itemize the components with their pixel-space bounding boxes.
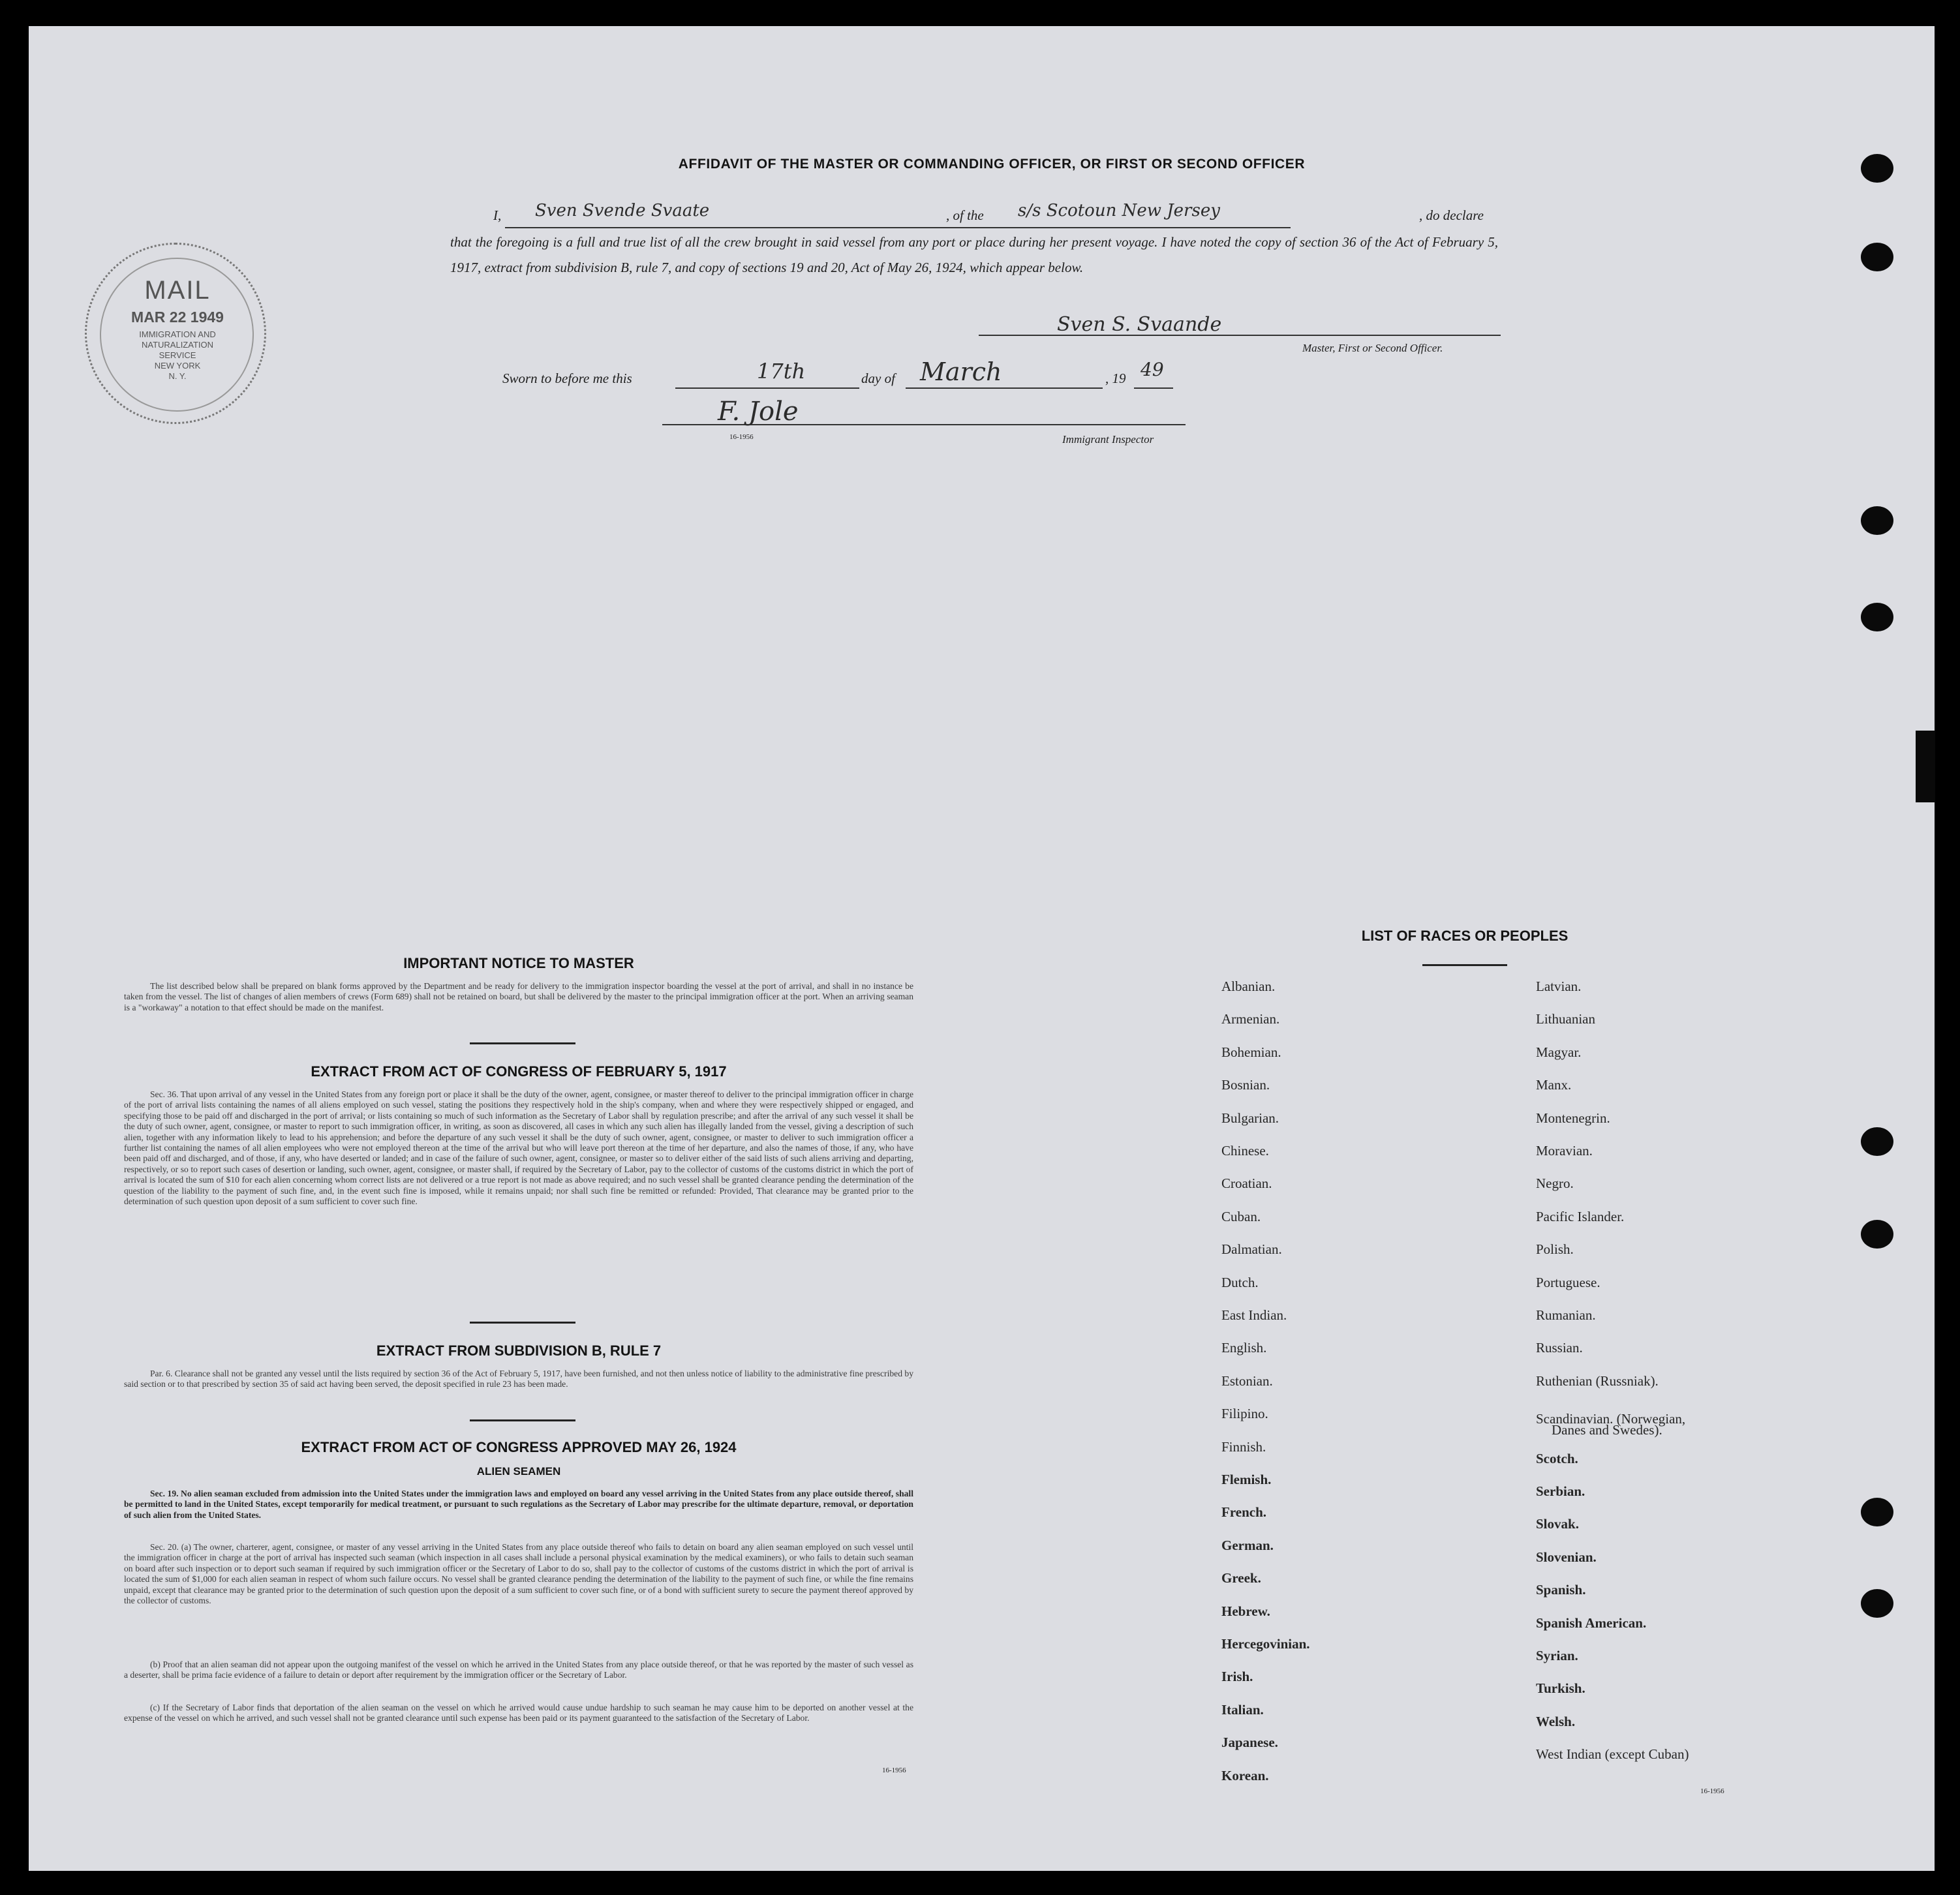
notice-body: The list described below shall be prepared on blank forms approved by the Department and be ready for delivery to the immigration inspector boarding the vessel at the port of arrival, and shall in no instance be taken from the vessel. The list of changes of alien members of crews (Form 689) shall not be retained on board, but shall be delivered by the master to the principal immigration officer at the port. When an arriving seaman is a "workaway" a notation to that effect should be made on the manifest. xyxy=(124,981,913,1012)
sworn-year-line xyxy=(1134,387,1173,389)
stamp-line5: N. Y. xyxy=(168,371,187,381)
extract-rule7-body: Par. 6. Clearance shall not be granted any vessel until the lists required by section 36 of the Act of February 5, 1917, have been furnished, and not then unless notice of liability to the administrative fine prescribed by said section or to that prescribed by section 35 of said act having been served, the deposit specified in rule 23 has been made. xyxy=(124,1369,913,1389)
races-title: LIST OF RACES OR PEOPLES xyxy=(1361,928,1569,944)
race-item: Russian. xyxy=(1536,1340,1583,1356)
race-item: Magyar. xyxy=(1536,1044,1582,1060)
race-item: Welsh. xyxy=(1536,1713,1576,1729)
affidavit-form-number: 16-1956 xyxy=(729,433,754,441)
race-item: Spanish American. xyxy=(1536,1615,1647,1631)
affidavit-body: that the foregoing is a full and true list of all the crew brought in said vessel from any port or place during her present voyage. I have noted the copy of section 36 of the Act of February 5, 1917, extract from subdivision B, rule 7, and copy of sections 19 and 20, Act of May 26, 1924, which appear below. xyxy=(450,234,1498,275)
notice-title: IMPORTANT NOTICE TO MASTER xyxy=(403,955,634,971)
sworn-day-line xyxy=(675,387,859,389)
extract-1917-title: EXTRACT FROM ACT OF CONGRESS OF FEBRUARY 5, 1917 xyxy=(311,1063,727,1080)
sworn-month-handwriting: March xyxy=(920,357,1002,386)
race-item: Slovak. xyxy=(1536,1516,1579,1532)
race-item: English. xyxy=(1221,1340,1267,1356)
race-item: Latvian. xyxy=(1536,978,1582,994)
divider-1 xyxy=(470,1042,575,1044)
sworn-month-line xyxy=(906,387,1103,389)
race-item: Cuban. xyxy=(1221,1208,1261,1224)
sec19-body: Sec. 19. No alien seaman excluded from admission into the United States under the immigration laws and employed on board any vessel arriving in the United States from any place outside thereof, shall be permitted to land in the United States, except temporarily for medical treatment, or pursuant to such regulations as the Secretary of Labor may prescribe for the ultimate departure, removal, or deportation of such alien from the United States. xyxy=(124,1489,913,1520)
stamp-mail: MAIL xyxy=(144,276,211,305)
binder-hole xyxy=(1861,243,1893,271)
race-item: Greek. xyxy=(1221,1570,1261,1586)
vessel-handwriting: s/s Scotoun New Jersey xyxy=(1018,201,1220,220)
master-signature: Sven S. Svaande xyxy=(1057,313,1222,336)
race-item: Irish. xyxy=(1221,1669,1253,1685)
master-signature-label: Master, First or Second Officer. xyxy=(1302,342,1443,354)
stamp-line4: NEW YORK xyxy=(154,361,201,371)
inspector-label: Immigrant Inspector xyxy=(1062,433,1154,446)
race-item: Danes and Swedes). xyxy=(1552,1422,1662,1438)
race-item: Italian. xyxy=(1221,1701,1264,1718)
sec20c-body: (c) If the Secretary of Labor finds that deportation of the alien seaman on the vessel on which he arrived would cause undue hardship to such seaman he may cause him to be deported on another vessel at the expense of the vessel on which he arrived, and such vessel shall not be granted clearance until such expense has been paid or its payment guaranteed to the satisfaction of the Secretary of Labor. xyxy=(124,1703,913,1723)
race-item: Hebrew. xyxy=(1221,1603,1270,1619)
divider-3 xyxy=(470,1419,575,1421)
sworn-year-handwriting: 49 xyxy=(1141,359,1164,380)
race-item: Syrian. xyxy=(1536,1648,1578,1663)
extract-rule7-title: EXTRACT FROM SUBDIVISION B, RULE 7 xyxy=(376,1342,662,1359)
stamp-line3: SERVICE xyxy=(159,350,196,360)
race-item: Dutch. xyxy=(1221,1274,1259,1290)
affidavit-title: AFFIDAVIT OF THE MASTER OR COMMANDING OFFICER, OR FIRST OR SECOND OFFICER xyxy=(678,157,1306,172)
binder-hole xyxy=(1861,1220,1893,1249)
i-label: I, xyxy=(493,207,502,223)
sec20b-body: (b) Proof that an alien seaman did not appear upon the outgoing manifest of the vessel on which he arrived in the United States from any place outside thereof, or that he was reported by the master of such vessel as a deserter, shall be prima facie evidence of a failure to detain or deport after requirement by the immigration officer or the Secretary of Labor. xyxy=(124,1660,913,1680)
race-item: Estonian. xyxy=(1221,1372,1273,1389)
race-item: German. xyxy=(1221,1537,1274,1553)
binder-hole xyxy=(1861,1127,1893,1156)
page-edge-notch xyxy=(1916,731,1935,802)
race-item: Ruthenian (Russniak). xyxy=(1536,1372,1659,1389)
declare-label: , do declare xyxy=(1419,207,1484,223)
sworn-label: Sworn to before me this xyxy=(502,371,632,386)
race-item: Hercegovinian. xyxy=(1221,1636,1310,1652)
extract-1924-title: EXTRACT FROM ACT OF CONGRESS APPROVED MAY 26, 1924 xyxy=(301,1439,737,1455)
race-item: Bosnian. xyxy=(1221,1077,1270,1093)
mail-received-stamp xyxy=(85,243,266,424)
race-item: Rumanian. xyxy=(1536,1307,1596,1323)
binder-hole xyxy=(1861,603,1893,631)
race-item: Lithuanian xyxy=(1536,1011,1595,1027)
stamp-line2: NATURALIZATION xyxy=(141,340,214,350)
sworn-line xyxy=(502,357,1207,394)
stamp-line1: IMMIGRATION AND xyxy=(139,329,216,339)
race-item: Dalmatian. xyxy=(1221,1241,1282,1258)
binder-hole xyxy=(1861,154,1893,183)
vessel-line xyxy=(1010,227,1291,228)
race-item: Negro. xyxy=(1536,1175,1574,1192)
inspector-signature: F. Jole xyxy=(718,397,799,427)
master-name-handwriting: Sven Svende Svaate xyxy=(535,201,710,220)
races-form-number: 16-1956 xyxy=(1700,1787,1724,1795)
race-item: French. xyxy=(1221,1504,1267,1521)
sec20a-body: Sec. 20. (a) The owner, charterer, agent, consignee, or master of any vessel arriving in the United States from any place outside thereof who fails to detain on board any alien seaman employed on such vessel until the immigration officer in charge at the port of arrival has inspected such seaman (which inspection in all cases shall include a personal physical examination by the medical examiners), or who fails to detain such seaman on board after such inspection or to deport such seaman if required by such immigration officer or the Secretary of Labor to do so, shall pay to the collector of customs of the customs district in which the port of arrival is located the sum of $1,000 for each alien seaman in respect of whom such failure occurs. No vessel shall be granted clearance pending the determination of the liability to the payment of such fine, or while the fine remains unpaid, except that clearance may be granted prior to the determination of such question upon the deposit of a sum sufficient to cover such fine, or of a bond with sufficient surety to secure the payment thereof approved by the collector of customs. xyxy=(124,1542,913,1606)
race-item: Polish. xyxy=(1536,1241,1574,1258)
race-item: Slovenian. xyxy=(1536,1549,1597,1565)
races-divider xyxy=(1422,964,1507,966)
race-item: Manx. xyxy=(1536,1077,1572,1093)
race-item: Chinese. xyxy=(1221,1143,1269,1159)
year-label: , 19 xyxy=(1105,371,1126,386)
race-item: Portuguese. xyxy=(1536,1274,1600,1290)
race-item: Albanian. xyxy=(1221,978,1276,994)
extract-form-number: 16-1956 xyxy=(882,1766,906,1774)
divider-2 xyxy=(470,1322,575,1324)
race-item: Serbian. xyxy=(1536,1483,1585,1499)
race-item: Armenian. xyxy=(1221,1011,1280,1027)
race-item: Croatian. xyxy=(1221,1175,1272,1192)
race-item: Pacific Islander. xyxy=(1536,1208,1625,1224)
race-item: Bulgarian. xyxy=(1221,1110,1279,1126)
race-item: Turkish. xyxy=(1536,1680,1585,1697)
race-item: Montenegrin. xyxy=(1536,1110,1610,1126)
race-item: Finnish. xyxy=(1221,1438,1266,1455)
race-item: Scotch. xyxy=(1536,1450,1578,1466)
day-of-label: day of xyxy=(861,371,895,386)
of-the-label: , of the xyxy=(946,207,984,223)
race-item: West Indian (except Cuban) xyxy=(1536,1746,1689,1763)
extract-1924-subtitle: ALIEN SEAMEN xyxy=(476,1465,561,1478)
race-item: Spanish. xyxy=(1536,1582,1586,1598)
sworn-day-handwriting: 17th xyxy=(757,359,806,384)
race-item: Flemish. xyxy=(1221,1472,1272,1487)
race-item: East Indian. xyxy=(1221,1307,1287,1323)
race-item: Moravian. xyxy=(1536,1143,1593,1159)
binder-hole xyxy=(1861,1589,1893,1618)
binder-hole xyxy=(1861,1498,1893,1526)
stamp-date: MAR 22 1949 xyxy=(131,309,224,326)
race-item: Bohemian. xyxy=(1221,1044,1281,1060)
binder-hole xyxy=(1861,506,1893,535)
race-item: Scandinavian. (Norwegian, xyxy=(1536,1411,1686,1427)
master-name-line xyxy=(505,227,1010,228)
affidavit-line1 xyxy=(450,201,1501,231)
race-item: Korean. xyxy=(1221,1767,1269,1783)
race-item: Filipino. xyxy=(1221,1406,1268,1422)
race-item: Japanese. xyxy=(1221,1735,1278,1751)
extract-1917-body: Sec. 36. That upon arrival of any vessel in the United States from any foreign port or place it shall be the duty of the owner, agent, consignee, or master thereof to deliver to the principal immigration officer in charge of the port of arrival lists containing the names of all aliens employed on such vessel, stating the positions they respectively hold in the ship's company, when and where they were respectively shipped or engaged, and specifying those to be paid off and discharged in the port of arrival; or lists containing so much of such information as the Secretary of Labor shall by regulation prescribe; and after the arrival of any such vessel it shall be the duty of such owner, agent, consignee, or master to report to such immigration officer, in writing, as soon as discovered, all cases in which any such alien has illegally landed from the vessel, giving a description of such alien, together with any information likely to lead to his apprehension; and before the departure of any such vessel it shall be the duty of such owner, agent, consignee, or master to deliver to such immigration officer a further list containing the names of all alien employees who were not employed thereon at the time of the arrival but who will leave port thereon at the time of her departure, and also the names of those, if any, who have been paid off and discharged, and of those, if any, who have deserted or landed; and in case of the failure of such owner, agent, consignee, or master so to deliver either of the said lists of such aliens arriving and departing, respectively, or so to report such cases of desertion or landing, such owner, agent, consignee, or master shall, if required by the Secretary of Labor, pay to the collector of customs of the customs district in which the port of arrival is located the sum of $10 for each alien concerning whom correct lists are not delivered or a true report is not made as above required; and no such vessel shall be granted clearance pending the determination of the question of the liability to the payment of such fine, and, in the event such fine is imposed, while it remains unpaid; nor shall such fine be remitted or refunded: Provided, That clearance may be granted prior to the determination of such question upon deposit of a sum sufficient to cover such fine. xyxy=(124,1089,913,1207)
